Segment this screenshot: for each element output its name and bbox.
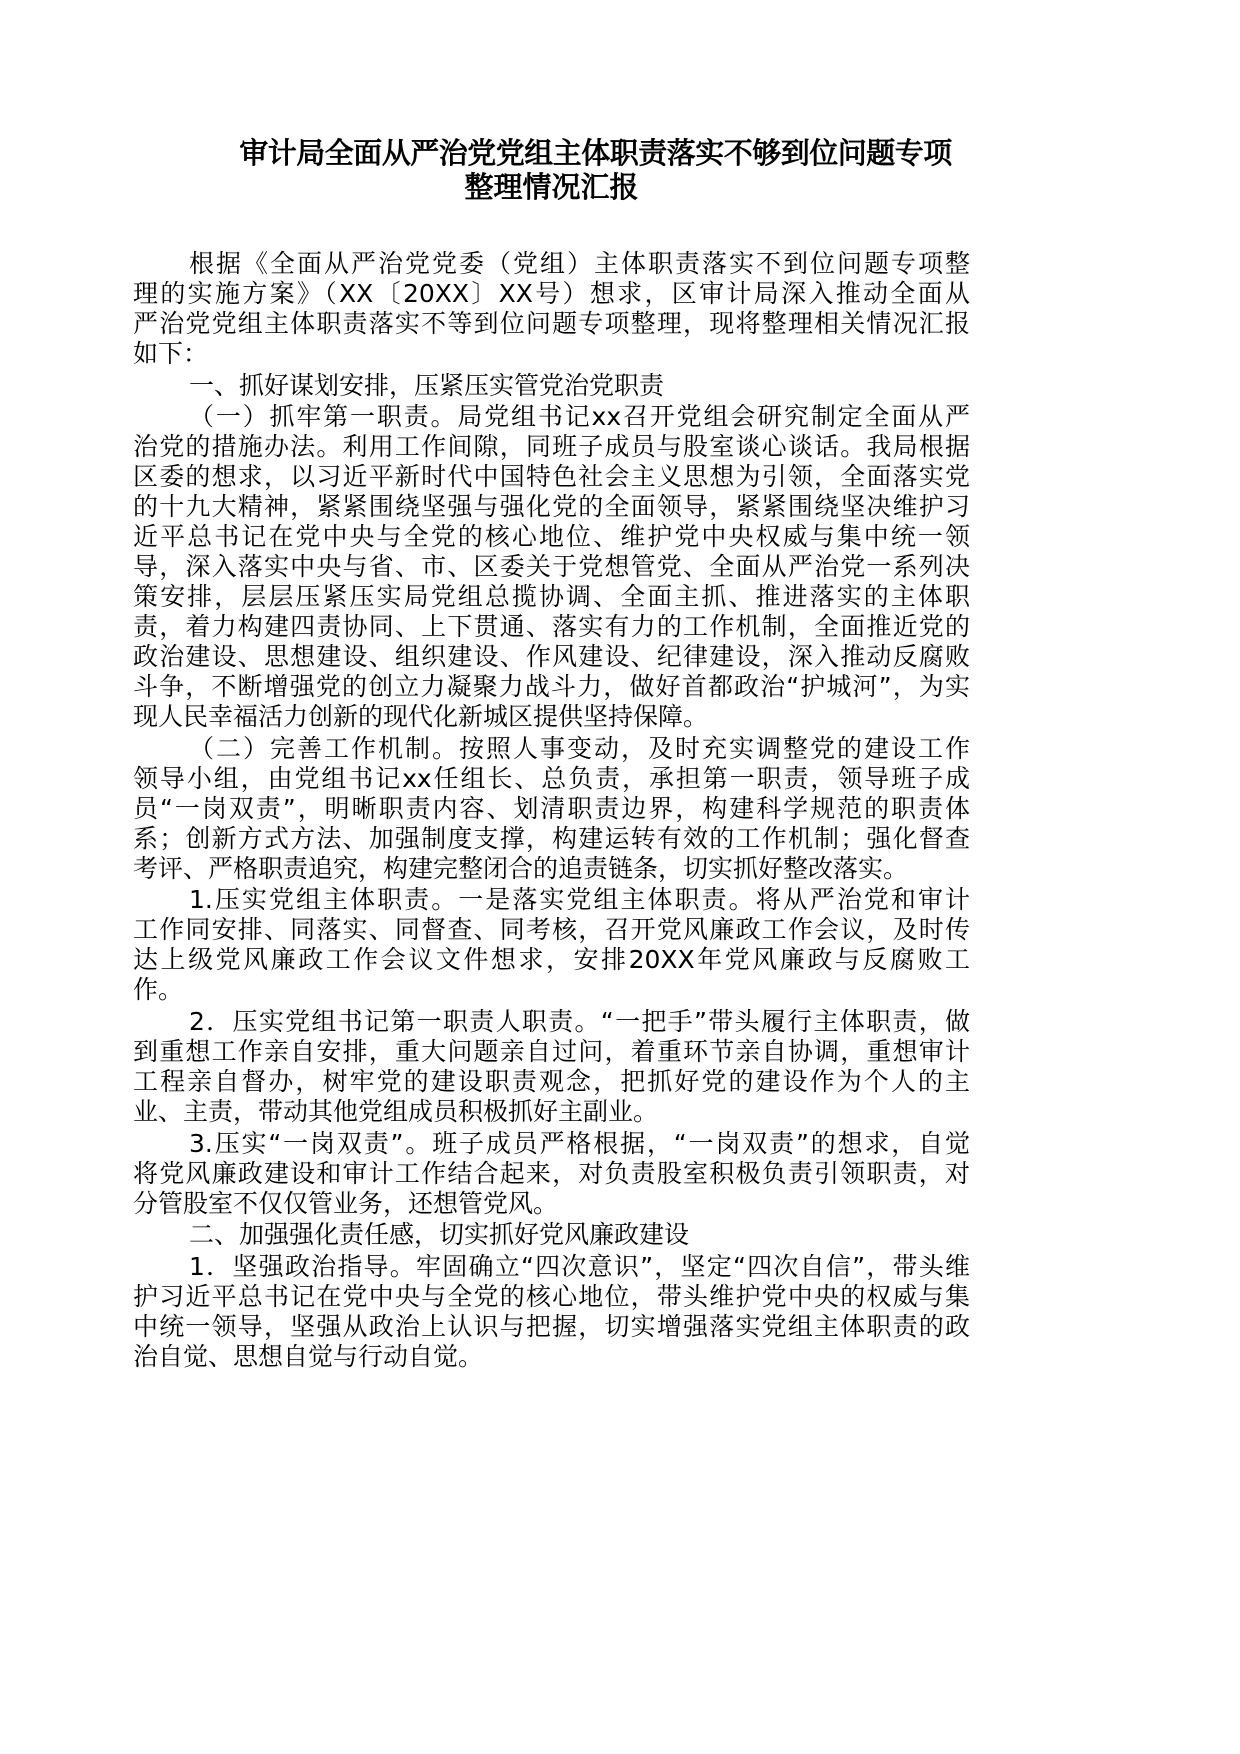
title-line: 整理情况汇报 (464, 170, 639, 204)
text-line: 系；创新方式方法、加强制度支撑，构建运转有效的工作机制；强化督查 (133, 823, 970, 853)
text-line: 策安排，层层压紧压实局党组总揽协调、全面主抓、推进落实的主体职 (133, 582, 970, 612)
text-line: 1.压实党组主体职责。一是落实党组主体职责。将从严治党和审计 (189, 885, 970, 915)
text-line: 1．坚强政治指导。牢固确立“四次意识”，坚定“四次自信”，带头维 (189, 1251, 970, 1281)
text-line: 作。 (133, 975, 184, 1005)
text-line: 考评、严格职责追究，构建完整闭合的追责链条，切实抓好整改落实。 (133, 853, 909, 883)
text-line: 领导小组，由党组书记xx任组长、总负责，承担第一职责，领导班子成 (133, 763, 970, 793)
paragraph (133, 371, 970, 401)
text-line: 政治建设、思想建设、组织建设、作风建设、纪律建设，深入推动反腐败 (133, 642, 970, 672)
text-line: 二、加强强化责任感，切实抓好党风廉政建设 (189, 1220, 690, 1250)
text-line: 工作同安排、同落实、同督查、同考核，召开党风廉政工作会议，及时传 (133, 915, 970, 945)
document-title (133, 136, 970, 204)
text-line: 一、抓好谋划安排，压紧压实管党治党职责 (189, 370, 665, 400)
paragraph (133, 885, 970, 1005)
text-line: 如下： (133, 339, 209, 368)
text-line: （二）完善工作机制。按照人事变动，及时充实调整党的建设工作 (189, 733, 970, 763)
paragraph (133, 402, 970, 732)
text-line: 业、主责，带动其他党组成员积极抓好主副业。 (133, 1096, 659, 1126)
text-line: 理的实施方案》（XX〔20XX〕XX号）想求，区审计局深入推动全面从 (133, 279, 970, 308)
paragraph (133, 249, 970, 369)
text-line: 严治党党组主体职责落实不等到位问题专项整理，现将整理相关情况汇报 (133, 309, 970, 338)
text-line: 2．压实党组书记第一职责人职责。“一把手”带头履行主体职责，做 (189, 1006, 970, 1036)
text-line: 员“一岗双责”，明晰职责内容、划清职责边界，构建科学规范的职责体 (133, 793, 970, 823)
text-line: 达上级党风廉政工作会议文件想求，安排20XX年党风廉政与反腐败工 (133, 945, 970, 975)
text-line: 中统一领导，坚强从政治上认识与把握，切实增强落实党组主体职责的政 (133, 1311, 970, 1341)
paragraph (133, 1220, 970, 1250)
text-line: 3.压实“一岗双责”。班子成员严格根据，“一岗双责”的想求，自觉 (189, 1128, 970, 1158)
text-line: 工程亲自督办，树牢党的建设职责观念，把抓好党的建设作为个人的主 (133, 1066, 970, 1096)
text-line: 导，深入落实中央与省、市、区委关于党想管党、全面从严治党一系列决 (133, 552, 970, 582)
text-line: 的十九大精神，紧紧围绕坚强与强化党的全面领导，紧紧围绕坚决维护习 (133, 492, 970, 522)
text-line: 治自觉、思想自觉与行动自觉。 (133, 1341, 484, 1371)
paragraph (133, 1129, 970, 1219)
text-line: 治党的措施办法。利用工作间隙，同班子成员与股室谈心谈话。我局根据 (133, 432, 970, 462)
paragraph (133, 1252, 970, 1372)
title-line: 审计局全面从严治党党组主体职责落实不够到位问题专项 (239, 136, 952, 170)
text-line: 斗争，不断增强党的创立力凝聚力战斗力，做好首都政治“护城河”，为实 (133, 672, 970, 702)
paragraph (133, 1007, 970, 1127)
text-line: 现人民幸福活力创新的现代化新城区提供坚持保障。 (133, 702, 709, 732)
text-line: 将党风廉政建设和审计工作结合起来，对负责股室积极负责引领职责，对 (133, 1158, 970, 1188)
paragraph (133, 734, 970, 884)
text-line: 根据《全面从严治党党委（党组）主体职责落实不到位问题专项整 (189, 249, 970, 278)
text-line: （一）抓牢第一职责。局党组书记xx召开党组会研究制定全面从严 (189, 402, 970, 432)
text-line: 分管股室不仅仅管业务，还想管党风。 (133, 1188, 559, 1218)
text-line: 护习近平总书记在党中央与全党的核心地位，带头维护党中央的权威与集 (133, 1281, 970, 1311)
text-line: 责，着力构建四责协同、上下贯通、落实有力的工作机制，全面推近党的 (133, 612, 970, 642)
text-line: 区委的想求，以习近平新时代中国特色社会主义思想为引领，全面落实党 (133, 462, 970, 492)
text-line: 到重想工作亲自安排，重大问题亲自过问，着重环节亲自协调，重想审计 (133, 1036, 970, 1066)
text-line: 近平总书记在党中央与全党的核心地位、维护党中央权威与集中统一领 (133, 522, 970, 552)
document-body (133, 249, 970, 1373)
